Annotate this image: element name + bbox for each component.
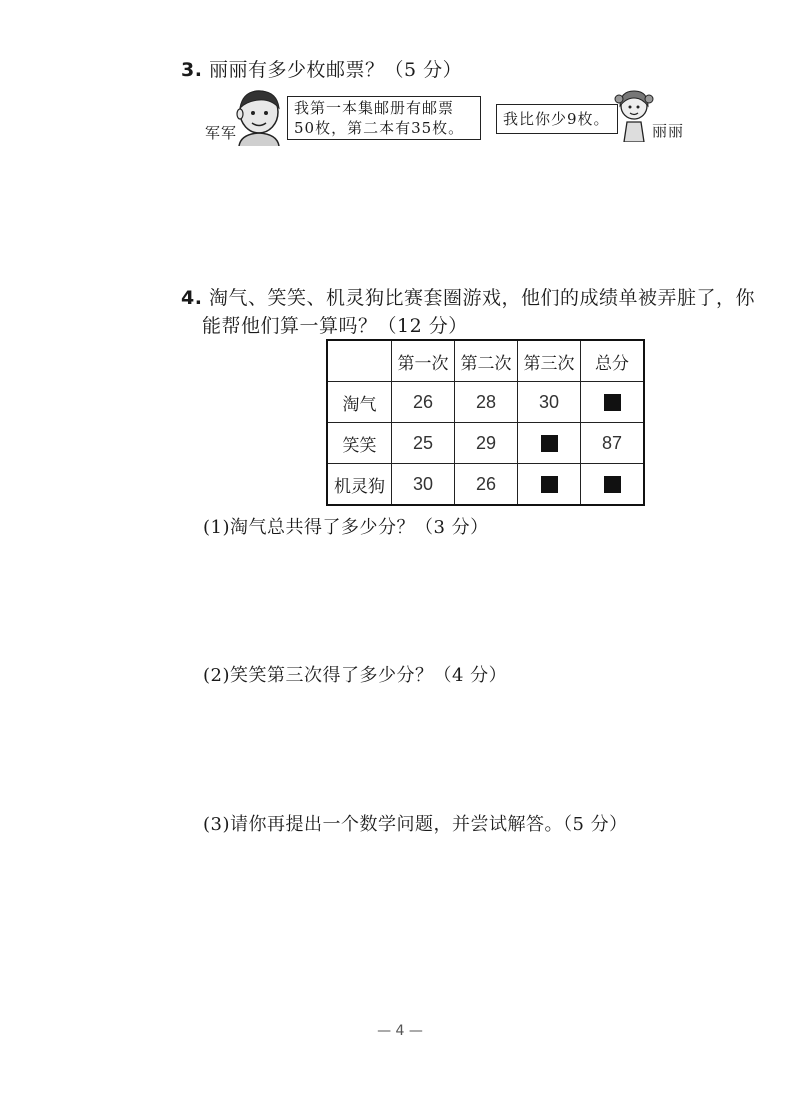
junjun-name: 军军 bbox=[205, 124, 238, 142]
girl-cartoon-icon bbox=[614, 86, 654, 142]
smudged-cell bbox=[581, 464, 645, 506]
question-4-line2 bbox=[202, 311, 468, 338]
sub-question-1: (1)淘气总共得了多少分？（3 分） bbox=[203, 517, 489, 538]
question-4-line1 bbox=[181, 283, 755, 310]
table-row bbox=[327, 423, 644, 464]
smudged-cell bbox=[518, 464, 581, 506]
boy-cartoon-icon bbox=[231, 86, 287, 146]
table-header-row bbox=[327, 340, 644, 382]
junjun-figure bbox=[205, 86, 285, 146]
question-4-text-line2: 能帮他们算一算吗？（12 分） bbox=[202, 315, 468, 337]
smudged-cell bbox=[518, 423, 581, 464]
score-cell: 26 bbox=[455, 464, 518, 506]
score-cell: 28 bbox=[455, 382, 518, 423]
table-header-cell: 第三次 bbox=[518, 340, 581, 382]
table-row bbox=[327, 382, 644, 423]
question-3-text: 丽丽有多少枚邮票？（5 分） bbox=[209, 59, 463, 81]
row-name-cell: 淘气 bbox=[327, 382, 392, 423]
row-name-cell: 笑笑 bbox=[327, 423, 392, 464]
question-3 bbox=[181, 55, 462, 82]
smudged-cell bbox=[581, 382, 645, 423]
score-cell: 30 bbox=[518, 382, 581, 423]
junjun-bubble-line2: 50枚，第二本有35枚。 bbox=[294, 119, 465, 137]
black-square-smudge bbox=[604, 394, 621, 411]
black-square-smudge bbox=[541, 435, 558, 452]
table-header-cell: 第二次 bbox=[455, 340, 518, 382]
junjun-bubble-line1: 我第一本集邮册有邮票 bbox=[294, 99, 455, 117]
score-cell: 87 bbox=[581, 423, 645, 464]
table-header-cell bbox=[327, 340, 392, 382]
score-table bbox=[326, 339, 645, 506]
table-header-cell: 第一次 bbox=[392, 340, 455, 382]
lili-speech-bubble bbox=[496, 104, 618, 134]
page-number: — 4 — bbox=[377, 1023, 423, 1039]
row-name-cell: 机灵狗 bbox=[327, 464, 392, 506]
black-square-smudge bbox=[604, 476, 621, 493]
question-4-number: 4. bbox=[181, 287, 203, 309]
score-cell: 30 bbox=[392, 464, 455, 506]
table-row bbox=[327, 464, 644, 506]
junjun-speech-bubble bbox=[287, 96, 481, 140]
sub-question-3: (3)请你再提出一个数学问题，并尝试解答。（5 分） bbox=[203, 814, 628, 835]
score-cell: 26 bbox=[392, 382, 455, 423]
lili-name: 丽丽 bbox=[652, 122, 685, 140]
table-header-cell: 总分 bbox=[581, 340, 645, 382]
sub-question-2: (2)笑笑第三次得了多少分？（4 分） bbox=[203, 665, 508, 686]
black-square-smudge bbox=[541, 476, 558, 493]
question-3-number: 3. bbox=[181, 59, 203, 81]
lili-bubble-text: 我比你少9枚。 bbox=[503, 110, 610, 128]
question-4-text-line1: 淘气、笑笑、机灵狗比赛套圈游戏，他们的成绩单被弄脏了，你 bbox=[209, 287, 756, 309]
score-cell: 29 bbox=[455, 423, 518, 464]
lili-figure bbox=[614, 86, 694, 146]
score-cell: 25 bbox=[392, 423, 455, 464]
